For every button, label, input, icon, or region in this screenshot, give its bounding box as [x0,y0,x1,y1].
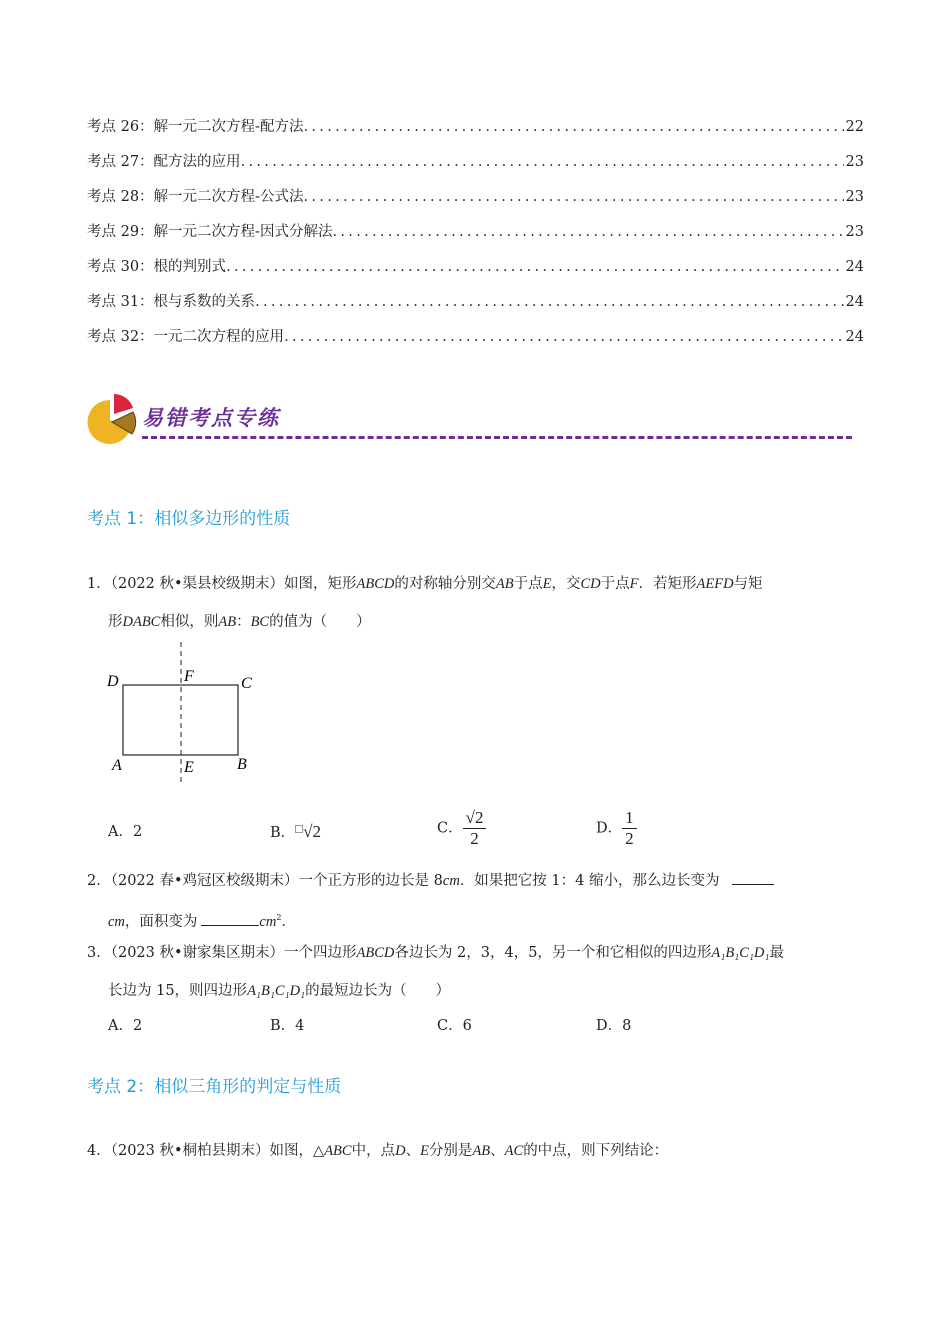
option-d[interactable] [596,808,637,849]
answer-blank[interactable] [201,911,259,926]
q-text: 的值为（ ） [269,614,371,630]
question-1-line-2 [108,612,371,632]
toc-page-number: 24 [845,329,864,345]
question-1-line-1 [87,574,763,594]
section-heading-1: 考点 1：相似多边形的性质 [87,509,291,529]
banner-divider [142,436,852,439]
math: AEFD [696,576,734,592]
label-C: C [241,675,252,692]
toc-entry[interactable] [87,152,864,172]
section-heading-2: 考点 2：相似三角形的判定与性质 [87,1077,342,1097]
q-text: ． [281,913,296,930]
label-B: B [237,756,247,773]
option-a[interactable]: A．2 [108,1018,143,1034]
math: AB [495,576,514,592]
toc-leader-dots [255,292,843,312]
q-text: 长边为 15，则四边形 [108,983,248,999]
toc-page-number: 23 [845,189,864,205]
q-text: 的最短边长为（ ） [305,983,451,999]
math: BC [250,614,270,630]
toc-label: 考点 27：配方法的应用 [87,154,241,170]
q-text: 于点 [513,576,543,592]
math: D [395,1143,406,1159]
toc-page-number: 23 [845,154,864,170]
math: A₁B₁C₁D₁ [711,945,770,961]
q-text: （2022 秋•渠县校级期末）如图，矩形 [110,576,357,592]
q-text: 于点 [600,576,630,592]
q-text: ．如果把它按 1：4 缩小，那么边长变为 [459,873,720,889]
question-3-line-2 [108,981,450,1001]
toc-leader-dots [226,257,843,277]
math: ABCD [356,945,395,961]
math: CD [580,576,601,592]
option-label: C． [437,820,463,837]
math: cm [259,913,277,930]
question-number: 3． [87,945,111,961]
toc-label: 考点 31：根与系数的关系 [87,294,256,310]
q-text: 、 [490,1143,505,1159]
option-d[interactable]: D．8 [596,1018,632,1034]
toc-label: 考点 26：解一元二次方程-配方法 [87,119,304,135]
label-F: F [184,668,194,685]
q-text: 与矩 [733,576,763,592]
q-text: ，交 [551,576,581,592]
placeholder-box-icon [295,825,303,833]
question-2-line-1 [87,870,774,891]
fraction [622,808,637,849]
denominator: 2 [625,829,634,848]
toc-page-number: 22 [845,119,864,135]
q-text: 分别是 [428,1143,473,1159]
toc-leader-dots [241,152,844,172]
math: AB [218,614,237,630]
rectangle-figure [100,640,280,790]
toc-page-number: 24 [845,294,864,310]
question-number: 4． [87,1143,111,1159]
section-banner [86,390,856,450]
pie-chart-icon [86,390,138,446]
question-number: 1． [87,576,111,592]
question-4-line-1 [87,1141,668,1161]
math: AC [504,1143,524,1159]
q-text: ，面积变为 [124,913,198,930]
option-label: B． [270,825,296,841]
toc-leader-dots [303,187,843,207]
label-E: E [184,759,194,776]
math: cm [108,913,125,930]
math: F [629,576,639,592]
toc-leader-dots [303,117,843,137]
numerator: √2 [463,808,487,829]
q-text: 最 [769,945,784,961]
math: ABC [324,1143,352,1159]
option-label: D． [596,820,623,837]
toc-page-number: 23 [845,224,864,240]
toc-leader-dots [332,222,843,242]
toc-entry[interactable] [87,292,864,312]
label-D: D [107,673,119,690]
question-2-line-2 [108,908,296,932]
banner-title: 易错考点专练 [142,405,280,430]
option-c[interactable]: C．6 [437,1018,472,1034]
option-b[interactable] [270,822,321,843]
option-c[interactable] [437,808,486,849]
option-b[interactable]: B．4 [270,1018,305,1034]
toc-label: 考点 28：解一元二次方程-公式法 [87,189,304,205]
denominator: 2 [470,829,479,848]
math: cm [442,873,460,889]
toc-entry[interactable] [87,327,864,347]
q-text: （2023 秋•谢家集区期末）一个四边形 [110,945,357,961]
toc-entry[interactable] [87,187,864,207]
q-text: 中，点 [351,1143,396,1159]
question-3-line-1 [87,943,784,963]
q-text: （2023 秋•桐柏县期末）如图，△ [110,1143,325,1159]
q-text: 的中点，则下列结论： [523,1143,669,1159]
toc-entry[interactable] [87,117,864,137]
q-text: 形 [108,614,123,630]
toc-label: 考点 29：解一元二次方程-因式分解法 [87,224,333,240]
math: DABC [122,614,161,630]
q-text: （2022 春•鸡冠区校级期末）一个正方形的边长是 8 [110,873,443,889]
q-text: 相似，则 [160,614,219,630]
math: E [542,576,552,592]
toc-label: 考点 30：根的判别式 [87,259,227,275]
question-number: 2． [87,873,111,889]
answer-blank[interactable] [732,870,774,885]
toc-label: 考点 32：一元二次方程的应用 [87,329,285,345]
toc-entry[interactable] [87,222,864,242]
fraction [463,808,487,849]
q-text: ．若矩形 [638,576,697,592]
option-a[interactable]: A．2 [108,824,143,840]
math: ABCD [356,576,395,592]
toc-page-number: 24 [845,259,864,275]
sqrt-value: √2 [303,822,321,841]
toc-entry[interactable] [87,257,864,277]
math: E [420,1143,429,1159]
label-A: A [112,757,122,774]
superscript: 2 [276,913,282,922]
numerator: 1 [622,808,637,829]
toc-leader-dots [284,327,843,347]
q-text: 、 [405,1143,421,1159]
math: A₁B₁C₁D₁ [247,983,306,999]
q-text: 各边长为 2，3，4，5，另一个和它相似的四边形 [394,945,712,961]
q-text: 的对称轴分别交 [394,576,496,592]
math: AB [472,1143,491,1159]
q-text: ： [236,614,251,630]
